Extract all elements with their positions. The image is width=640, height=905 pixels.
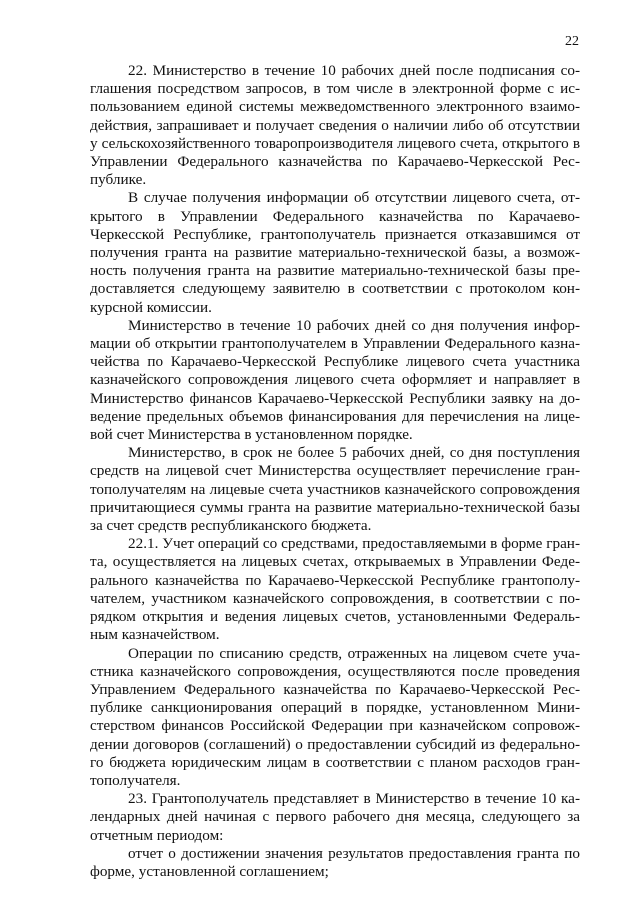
paragraph-no-account: В случае получения информации об отсутствии лицевого счета, открытого в Управлении Федерального казначейства по Карачаево-Черкесской Республике, грантополучатель признается отказавшимся от получения гранта на развитие материально-технической базы, а возможность получения гранта на развитие материально-технической базы предоставляется следующему заявителю в соответствии с протоколом конкурсной комиссии. [90, 189, 580, 316]
paragraph-22-1: 22.1. Учет операций со средствами, предоставляемыми в форме гранта, осуществляется на лицевых счетах, открываемых в Управлении Федерального казначейства по Карачаево-Черкесской Республике грантополучателем, участником казначейского сопровождения, в соответствии с порядком открытия и ведения лицевых счетов, установленными Федеральным казначейством. [90, 535, 580, 644]
paragraph-transfer: Министерство, в срок не более 5 рабочих дней, со дня поступления средств на лицевой счет Министерства осуществляет перечисление грантополучателям на лицевые счета участников казначейского сопровождения причитающиеся суммы гранта на развитие материально-технической базы за счет средств республиканского бюджета. [90, 444, 580, 535]
paragraph-account-opened: Министерство в течение 10 рабочих дней со дня получения информации об открытии грантополучателем в Управлении Федерального казначейства по Карачаево-Черкесской Республике лицевого счета участника казначейского сопровождения лицевого счета оформляет и направляет в Министерство финансов Карачаево-Черкесской Республики заявку на доведение предельных объемов финансирования для перечисления на лицевой счет Министерства в установленном порядке. [90, 316, 580, 444]
page-number: 22 [565, 34, 579, 49]
document-body [90, 62, 580, 881]
paragraph-22: 22. Министерство в течение 10 рабочих дней после подписания соглашения посредством запросов, в том числе в электронной форме с использованием единой системы межведомственного электронного взаимодействия, запрашивает и получает сведения о наличии либо об отсутствии у сельскохозяйственного товаропроизводителя лицевого счета, открытого в Управлении Федерального казначейства по Карачаево-Черкесской Республике. [90, 62, 580, 189]
paragraph-23: 23. Грантополучатель представляет в Министерство в течение 10 календарных дней начиная с первого рабочего дня месяца, следующего за отчетным периодом: [90, 790, 580, 844]
paragraph-report: отчет о достижении значения результатов предоставления гранта по форме, установленной соглашением; [90, 844, 580, 880]
paragraph-write-off: Операции по списанию средств, отраженных на лицевом счете участника казначейского сопровождения, осуществляются после проведения Управлением Федерального казначейства по Карачаево-Черкесской Республике санкционирования операций в порядке, установленном Министерством финансов Российской Федерации при казначейском сопровождении договоров (соглашений) о предоставлении субсидий из федерального бюджета юридическим лицам в соответствии с планом расходов грантополучателя. [90, 644, 580, 789]
